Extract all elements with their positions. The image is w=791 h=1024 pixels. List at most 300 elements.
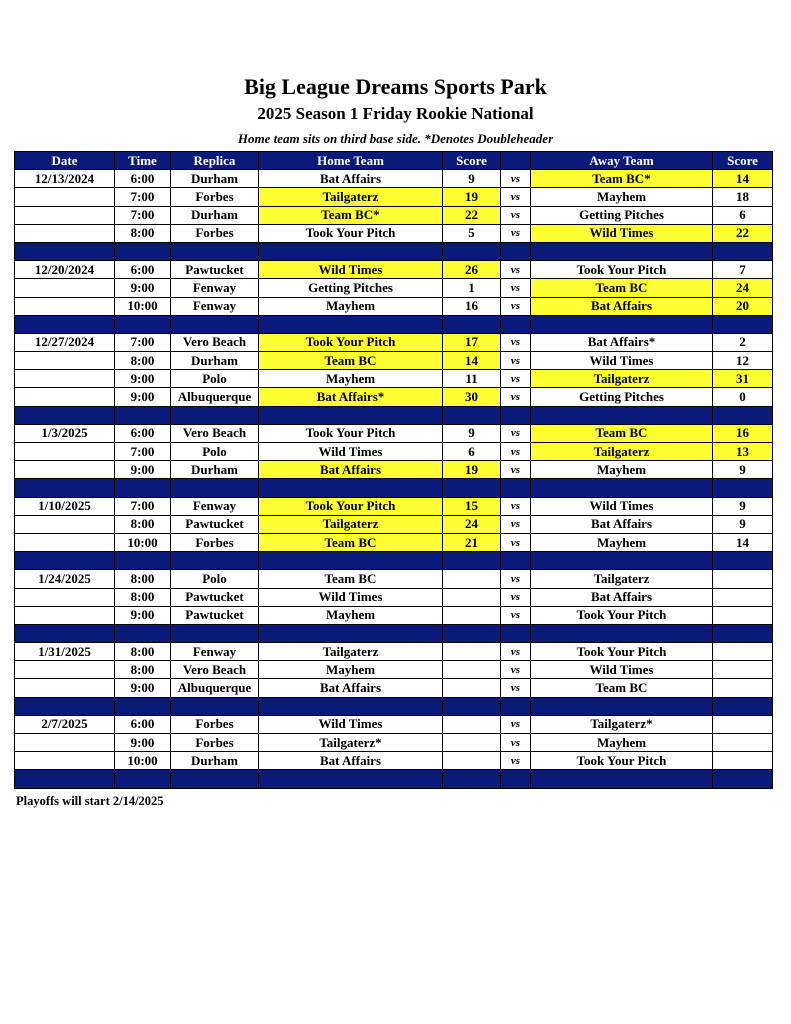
cell-time: 8:00	[115, 570, 171, 588]
separator-cell	[501, 242, 531, 260]
cell-vs: vs	[501, 388, 531, 406]
cell-date: 1/10/2025	[15, 497, 115, 515]
separator-cell	[713, 406, 773, 424]
cell-date	[15, 443, 115, 461]
separator-cell	[443, 697, 501, 715]
cell-home-team: Took Your Pitch	[259, 424, 443, 442]
separator-cell	[259, 770, 443, 788]
cell-home-team: Bat Affairs	[259, 752, 443, 770]
cell-replica: Polo	[171, 443, 259, 461]
cell-date	[15, 206, 115, 224]
cell-home-score: 9	[443, 170, 501, 188]
cell-vs: vs	[501, 679, 531, 697]
separator-cell	[259, 624, 443, 642]
cell-time: 6:00	[115, 170, 171, 188]
cell-away-score	[713, 606, 773, 624]
game-row	[15, 443, 773, 461]
separator-cell	[15, 697, 115, 715]
schedule-table	[14, 151, 773, 789]
cell-home-score	[443, 570, 501, 588]
separator-cell	[259, 406, 443, 424]
separator-row	[15, 242, 773, 260]
cell-home-team: Getting Pitches	[259, 279, 443, 297]
cell-replica: Forbes	[171, 188, 259, 206]
separator-cell	[115, 406, 171, 424]
cell-away-score	[713, 715, 773, 733]
cell-away-team: Tailgaterz	[531, 443, 713, 461]
game-row	[15, 188, 773, 206]
cell-home-team: Tailgaterz	[259, 515, 443, 533]
separator-cell	[531, 479, 713, 497]
cell-home-score: 1	[443, 279, 501, 297]
cell-away-team: Tailgaterz*	[531, 715, 713, 733]
cell-home-team: Team BC*	[259, 206, 443, 224]
cell-replica: Polo	[171, 370, 259, 388]
cell-vs: vs	[501, 715, 531, 733]
separator-cell	[713, 552, 773, 570]
cell-away-team: Getting Pitches	[531, 206, 713, 224]
cell-away-score: 22	[713, 224, 773, 242]
separator-cell	[713, 479, 773, 497]
separator-row	[15, 770, 773, 788]
cell-time: 7:00	[115, 333, 171, 351]
cell-date	[15, 297, 115, 315]
cell-home-score: 16	[443, 297, 501, 315]
page-title: Big League Dreams Sports Park	[244, 74, 547, 99]
separator-cell	[171, 479, 259, 497]
separator-cell	[531, 624, 713, 642]
cell-away-team: Bat Affairs	[531, 515, 713, 533]
separator-row	[15, 479, 773, 497]
game-row	[15, 352, 773, 370]
separator-cell	[713, 770, 773, 788]
cell-date	[15, 370, 115, 388]
cell-vs: vs	[501, 443, 531, 461]
game-row	[15, 333, 773, 351]
cell-away-team: Wild Times	[531, 661, 713, 679]
cell-away-score: 24	[713, 279, 773, 297]
cell-home-score: 21	[443, 533, 501, 551]
cell-time: 9:00	[115, 679, 171, 697]
cell-replica: Fenway	[171, 297, 259, 315]
cell-replica: Durham	[171, 170, 259, 188]
cell-replica: Pawtucket	[171, 261, 259, 279]
cell-replica: Forbes	[171, 734, 259, 752]
separator-cell	[443, 624, 501, 642]
cell-time: 8:00	[115, 643, 171, 661]
cell-away-score: 9	[713, 497, 773, 515]
separator-cell	[443, 479, 501, 497]
col-date: Date	[15, 152, 115, 170]
cell-date: 2/7/2025	[15, 715, 115, 733]
game-row	[15, 261, 773, 279]
separator-cell	[501, 479, 531, 497]
game-row	[15, 388, 773, 406]
separator-cell	[15, 624, 115, 642]
cell-home-score: 14	[443, 352, 501, 370]
cell-home-team: Team BC	[259, 533, 443, 551]
separator-cell	[115, 552, 171, 570]
cell-replica: Albuquerque	[171, 388, 259, 406]
cell-replica: Durham	[171, 752, 259, 770]
cell-home-team: Bat Affairs	[259, 461, 443, 479]
cell-home-score	[443, 606, 501, 624]
cell-home-team: Tailgaterz*	[259, 734, 443, 752]
cell-away-team: Tailgaterz	[531, 570, 713, 588]
cell-vs: vs	[501, 261, 531, 279]
separator-cell	[259, 479, 443, 497]
separator-row	[15, 406, 773, 424]
separator-cell	[443, 315, 501, 333]
cell-time: 7:00	[115, 443, 171, 461]
cell-vs: vs	[501, 170, 531, 188]
cell-home-score: 6	[443, 443, 501, 461]
cell-vs: vs	[501, 661, 531, 679]
cell-vs: vs	[501, 424, 531, 442]
cell-replica: Forbes	[171, 224, 259, 242]
cell-away-score	[713, 570, 773, 588]
cell-time: 8:00	[115, 352, 171, 370]
cell-away-team: Mayhem	[531, 533, 713, 551]
cell-home-score: 9	[443, 424, 501, 442]
cell-home-score	[443, 588, 501, 606]
cell-replica: Durham	[171, 461, 259, 479]
cell-away-score	[713, 661, 773, 679]
col-replica: Replica	[171, 152, 259, 170]
cell-replica: Fenway	[171, 643, 259, 661]
cell-vs: vs	[501, 752, 531, 770]
cell-home-team: Bat Affairs	[259, 170, 443, 188]
separator-cell	[171, 406, 259, 424]
cell-home-team: Team BC	[259, 570, 443, 588]
cell-date	[15, 661, 115, 679]
cell-away-score: 14	[713, 170, 773, 188]
cell-away-team: Wild Times	[531, 224, 713, 242]
cell-time: 8:00	[115, 588, 171, 606]
cell-time: 7:00	[115, 497, 171, 515]
cell-vs: vs	[501, 279, 531, 297]
separator-cell	[531, 315, 713, 333]
cell-home-score	[443, 679, 501, 697]
cell-home-team: Took Your Pitch	[259, 333, 443, 351]
game-row	[15, 515, 773, 533]
cell-date: 12/13/2024	[15, 170, 115, 188]
cell-away-score: 16	[713, 424, 773, 442]
cell-date	[15, 533, 115, 551]
cell-home-team: Wild Times	[259, 588, 443, 606]
cell-vs: vs	[501, 352, 531, 370]
cell-home-score: 5	[443, 224, 501, 242]
cell-away-team: Wild Times	[531, 352, 713, 370]
cell-away-score: 2	[713, 333, 773, 351]
cell-home-score: 19	[443, 461, 501, 479]
separator-cell	[259, 697, 443, 715]
cell-home-score	[443, 661, 501, 679]
cell-date	[15, 752, 115, 770]
game-row	[15, 734, 773, 752]
cell-home-team: Tailgaterz	[259, 188, 443, 206]
schedule-body	[15, 170, 773, 788]
cell-home-score	[443, 643, 501, 661]
separator-cell	[713, 624, 773, 642]
separator-cell	[531, 697, 713, 715]
cell-time: 8:00	[115, 224, 171, 242]
separator-cell	[501, 552, 531, 570]
cell-away-score: 14	[713, 533, 773, 551]
cell-home-team: Team BC	[259, 352, 443, 370]
separator-cell	[259, 315, 443, 333]
separator-cell	[15, 242, 115, 260]
cell-home-team: Wild Times	[259, 443, 443, 461]
cell-away-team: Took Your Pitch	[531, 261, 713, 279]
cell-home-score: 24	[443, 515, 501, 533]
separator-cell	[531, 552, 713, 570]
cell-home-score: 17	[443, 333, 501, 351]
separator-row	[15, 697, 773, 715]
cell-replica: Forbes	[171, 715, 259, 733]
game-row	[15, 424, 773, 442]
cell-home-score	[443, 715, 501, 733]
cell-replica: Vero Beach	[171, 424, 259, 442]
cell-time: 6:00	[115, 261, 171, 279]
cell-vs: vs	[501, 533, 531, 551]
cell-replica: Albuquerque	[171, 679, 259, 697]
cell-home-score	[443, 752, 501, 770]
cell-vs: vs	[501, 734, 531, 752]
cell-home-team: Wild Times	[259, 715, 443, 733]
cell-replica: Pawtucket	[171, 588, 259, 606]
cell-date: 1/24/2025	[15, 570, 115, 588]
cell-date	[15, 679, 115, 697]
separator-cell	[443, 552, 501, 570]
game-row	[15, 752, 773, 770]
cell-away-team: Mayhem	[531, 734, 713, 752]
game-row	[15, 461, 773, 479]
cell-date: 12/20/2024	[15, 261, 115, 279]
separator-cell	[171, 770, 259, 788]
cell-home-team: Mayhem	[259, 661, 443, 679]
cell-away-team: Took Your Pitch	[531, 606, 713, 624]
separator-cell	[115, 770, 171, 788]
cell-time: 6:00	[115, 424, 171, 442]
separator-cell	[501, 770, 531, 788]
cell-away-team: Getting Pitches	[531, 388, 713, 406]
cell-vs: vs	[501, 370, 531, 388]
cell-away-score	[713, 679, 773, 697]
cell-away-score: 31	[713, 370, 773, 388]
cell-vs: vs	[501, 188, 531, 206]
cell-away-team: Team BC	[531, 424, 713, 442]
cell-away-team: Mayhem	[531, 461, 713, 479]
cell-replica: Fenway	[171, 279, 259, 297]
separator-cell	[171, 552, 259, 570]
cell-away-score: 20	[713, 297, 773, 315]
cell-date	[15, 734, 115, 752]
game-row	[15, 643, 773, 661]
col-home-team: Home Team	[259, 152, 443, 170]
cell-time: 7:00	[115, 206, 171, 224]
cell-away-score	[713, 588, 773, 606]
cell-time: 6:00	[115, 715, 171, 733]
cell-time: 10:00	[115, 752, 171, 770]
cell-time: 9:00	[115, 279, 171, 297]
separator-cell	[15, 770, 115, 788]
cell-away-score: 6	[713, 206, 773, 224]
separator-cell	[713, 697, 773, 715]
cell-home-score: 26	[443, 261, 501, 279]
cell-vs: vs	[501, 588, 531, 606]
cell-replica: Pawtucket	[171, 515, 259, 533]
cell-away-team: Bat Affairs*	[531, 333, 713, 351]
cell-date	[15, 588, 115, 606]
cell-vs: vs	[501, 297, 531, 315]
separator-row	[15, 552, 773, 570]
cell-away-score: 9	[713, 461, 773, 479]
cell-away-team: Team BC	[531, 279, 713, 297]
cell-date	[15, 515, 115, 533]
cell-time: 9:00	[115, 606, 171, 624]
game-row	[15, 606, 773, 624]
cell-replica: Vero Beach	[171, 333, 259, 351]
cell-home-team: Tailgaterz	[259, 643, 443, 661]
separator-row	[15, 315, 773, 333]
game-row	[15, 279, 773, 297]
cell-vs: vs	[501, 515, 531, 533]
game-row	[15, 570, 773, 588]
cell-time: 8:00	[115, 515, 171, 533]
cell-home-team: Took Your Pitch	[259, 497, 443, 515]
game-row	[15, 224, 773, 242]
cell-date: 12/27/2024	[15, 333, 115, 351]
col-home-score: Score	[443, 152, 501, 170]
cell-home-team: Mayhem	[259, 606, 443, 624]
cell-date	[15, 461, 115, 479]
separator-cell	[531, 242, 713, 260]
cell-home-team: Wild Times	[259, 261, 443, 279]
cell-replica: Fenway	[171, 497, 259, 515]
separator-cell	[501, 697, 531, 715]
cell-away-team: Team BC	[531, 679, 713, 697]
cell-date: 1/31/2025	[15, 643, 115, 661]
separator-cell	[15, 552, 115, 570]
col-time: Time	[115, 152, 171, 170]
cell-home-team: Mayhem	[259, 370, 443, 388]
cell-away-score	[713, 734, 773, 752]
cell-vs: vs	[501, 333, 531, 351]
cell-away-team: Took Your Pitch	[531, 643, 713, 661]
separator-cell	[501, 315, 531, 333]
cell-away-score: 13	[713, 443, 773, 461]
game-row	[15, 370, 773, 388]
cell-time: 9:00	[115, 388, 171, 406]
game-row	[15, 661, 773, 679]
cell-date	[15, 352, 115, 370]
cell-vs: vs	[501, 206, 531, 224]
cell-home-score: 15	[443, 497, 501, 515]
cell-home-score: 30	[443, 388, 501, 406]
col-away-team: Away Team	[531, 152, 713, 170]
cell-vs: vs	[501, 497, 531, 515]
separator-row	[15, 624, 773, 642]
cell-vs: vs	[501, 224, 531, 242]
game-row	[15, 679, 773, 697]
cell-away-team: Team BC*	[531, 170, 713, 188]
cell-away-score: 12	[713, 352, 773, 370]
separator-cell	[115, 479, 171, 497]
cell-away-score: 18	[713, 188, 773, 206]
cell-replica: Pawtucket	[171, 606, 259, 624]
separator-cell	[443, 770, 501, 788]
cell-time: 9:00	[115, 734, 171, 752]
game-row	[15, 588, 773, 606]
cell-home-team: Took Your Pitch	[259, 224, 443, 242]
game-row	[15, 170, 773, 188]
separator-cell	[443, 406, 501, 424]
cell-replica: Forbes	[171, 533, 259, 551]
separator-cell	[171, 697, 259, 715]
separator-cell	[713, 315, 773, 333]
cell-date	[15, 188, 115, 206]
cell-time: 7:00	[115, 188, 171, 206]
cell-away-team: Bat Affairs	[531, 588, 713, 606]
separator-cell	[115, 315, 171, 333]
cell-home-team: Bat Affairs	[259, 679, 443, 697]
game-row	[15, 715, 773, 733]
cell-away-score	[713, 643, 773, 661]
separator-cell	[171, 624, 259, 642]
cell-home-team: Bat Affairs*	[259, 388, 443, 406]
cell-away-score: 7	[713, 261, 773, 279]
cell-away-team: Mayhem	[531, 188, 713, 206]
game-row	[15, 497, 773, 515]
separator-cell	[171, 242, 259, 260]
game-row	[15, 533, 773, 551]
separator-cell	[531, 406, 713, 424]
cell-away-score	[713, 752, 773, 770]
separator-cell	[501, 406, 531, 424]
cell-away-team: Took Your Pitch	[531, 752, 713, 770]
footer-note: Playoffs will start 2/14/2025	[16, 794, 164, 808]
cell-replica: Durham	[171, 352, 259, 370]
cell-time: 8:00	[115, 661, 171, 679]
cell-time: 9:00	[115, 370, 171, 388]
cell-time: 10:00	[115, 533, 171, 551]
cell-away-score: 0	[713, 388, 773, 406]
cell-date	[15, 388, 115, 406]
cell-date	[15, 606, 115, 624]
separator-cell	[531, 770, 713, 788]
cell-time: 10:00	[115, 297, 171, 315]
cell-home-team: Mayhem	[259, 297, 443, 315]
cell-vs: vs	[501, 461, 531, 479]
separator-cell	[15, 479, 115, 497]
separator-cell	[15, 406, 115, 424]
cell-date	[15, 224, 115, 242]
separator-cell	[443, 242, 501, 260]
game-row	[15, 206, 773, 224]
separator-cell	[115, 624, 171, 642]
separator-cell	[501, 624, 531, 642]
page-subtitle: 2025 Season 1 Friday Rookie National	[257, 104, 534, 123]
cell-vs: vs	[501, 643, 531, 661]
cell-date	[15, 279, 115, 297]
col-vs	[501, 152, 531, 170]
cell-time: 9:00	[115, 461, 171, 479]
separator-cell	[15, 315, 115, 333]
cell-replica: Vero Beach	[171, 661, 259, 679]
cell-vs: vs	[501, 570, 531, 588]
cell-vs: vs	[501, 606, 531, 624]
